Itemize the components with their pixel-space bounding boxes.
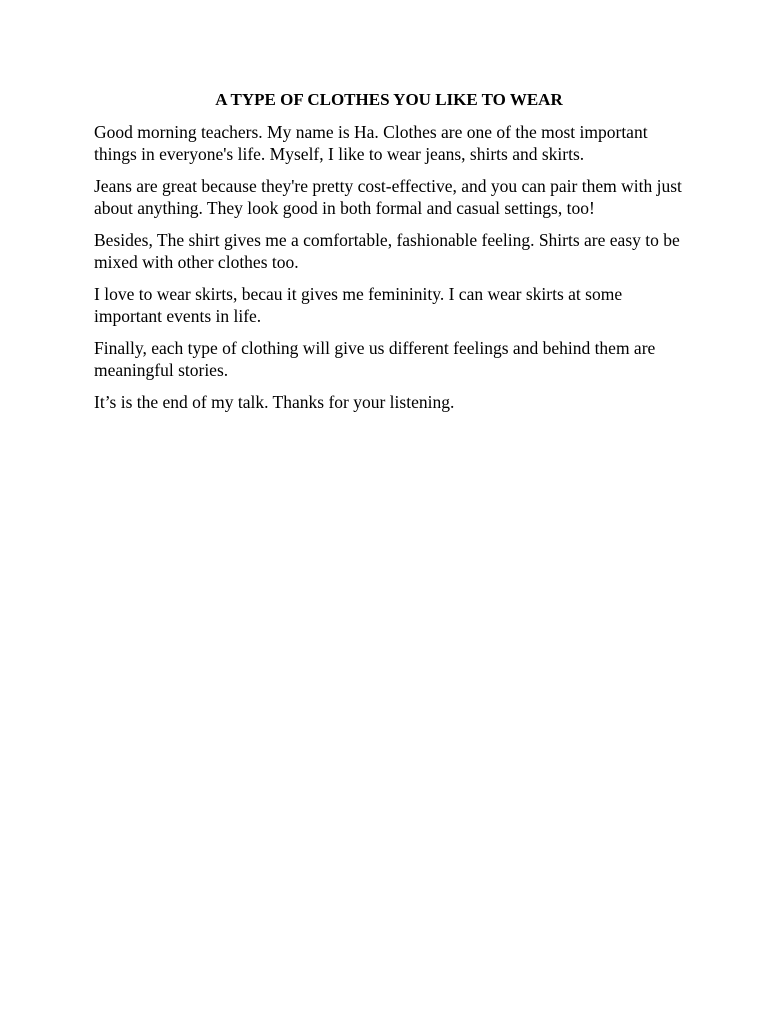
paragraph-closing: It’s is the end of my talk. Thanks for your listening.	[94, 392, 455, 412]
document-title: A TYPE OF CLOTHES YOU LIKE TO WEAR	[215, 90, 563, 109]
paragraph-shirts: Besides, The shirt gives me a comfortable, fashionable feeling. Shirts are easy to be mixed with other clothes too.	[94, 230, 680, 272]
paragraph-intro: Good morning teachers. My name is Ha. Clothes are one of the most important things in everyone's life. Myself, I like to wear jeans, shirts and skirts.	[94, 122, 648, 164]
paragraph-jeans: Jeans are great because they're pretty cost-effective, and you can pair them with just about anything. They look good in both formal and casual settings, too!	[94, 176, 682, 218]
paragraph-conclusion: Finally, each type of clothing will give us different feelings and behind them are meaningful stories.	[94, 338, 656, 380]
paragraph-skirts: I love to wear skirts, becau it gives me femininity. I can wear skirts at some important events in life.	[94, 284, 623, 326]
document-body	[94, 88, 684, 423]
